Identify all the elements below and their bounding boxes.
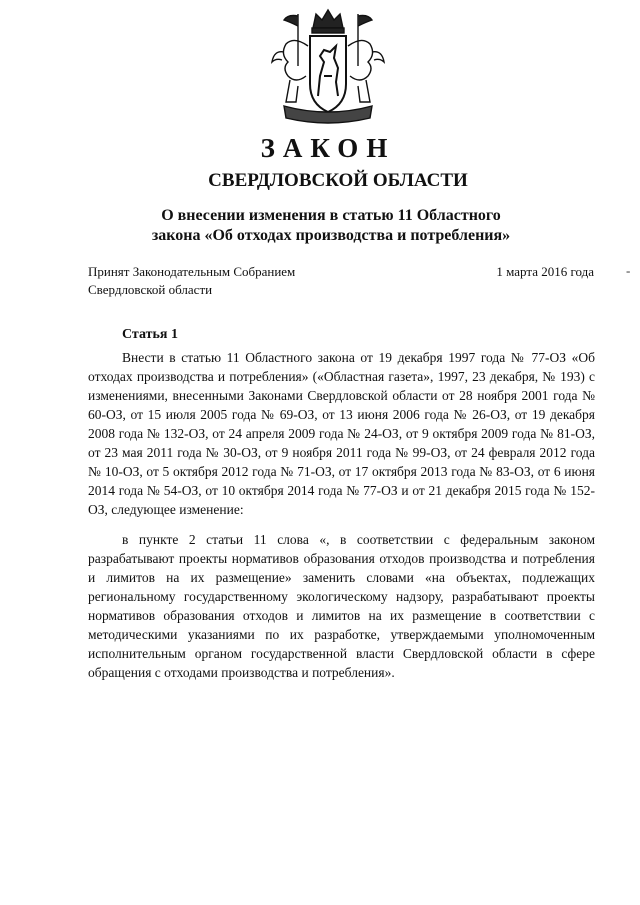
article-paragraph-1: Внести в статью 11 Областного закона от 19 декабря 1997 года № 77-ОЗ «Об отходах производства и потребления» («Областная газета», 1997, 23 декабря, № 193) с изменениями, внесенными Законами Свердловской области от 28 ноября 2001 года № 60-ОЗ, от 15 июля 2005 года № 69-ОЗ, от 13 июня 2006 года № 26-ОЗ, от 19 декабря 2008 года № 132-ОЗ, от 24 апреля 2009 года № 24-ОЗ, от 9 октября 2009 года № 81-ОЗ, от 23 мая 2011 года № 30-ОЗ, от 9 ноября 2011 года № 99-ОЗ, от 24 февраля 2012 года № 10-ОЗ, от 5 октября 2012 года № 71-ОЗ, от 17 октября 2013 года № 83-ОЗ, от 6 июня 2014 года № 54-ОЗ, от 10 октября 2014 года № 77-ОЗ и от 21 декабря 2015 года № 152-ОЗ, следующее изменение: xyxy=(88,350,595,517)
article-paragraph-2: в пункте 2 статьи 11 слова «, в соответствии с федеральным законом разрабатывают проекты нормативов образования отходов производства и потребления и лимитов на их размещение» заменить словами «на объектах, подлежащих региональному государственному экологическому надзору, разрабатывают проекты нормативов образования отходов и лимитов на их размещение в соответствии с методическими указаниями по их разработке, утверждаемыми уполномоченным исполнительным органом государственной власти Свердловской области в сфере обращения с отходами производства и потребления». xyxy=(88,532,595,680)
law-subject-line-1: О внесении изменения в статью 11 Областного xyxy=(161,207,501,224)
adoption-line-2: Свердловской области xyxy=(88,282,213,297)
adoption-date: 1 марта 2016 года xyxy=(496,264,594,279)
adoption-statement xyxy=(88,263,295,299)
article-heading: Статья 1 xyxy=(122,327,178,342)
margin-mark: - xyxy=(626,263,631,278)
law-subject xyxy=(0,206,640,246)
adoption-line-1: Принят Законодательным Собранием xyxy=(88,264,296,279)
law-subject-line-2: закона «Об отходах производства и потребления» xyxy=(151,227,511,244)
law-region: СВЕРДЛОВСКОЙ ОБЛАСТИ xyxy=(208,170,468,191)
sverdlovsk-coat-of-arms-icon xyxy=(266,6,390,128)
law-title: ЗАКОН xyxy=(260,133,396,163)
